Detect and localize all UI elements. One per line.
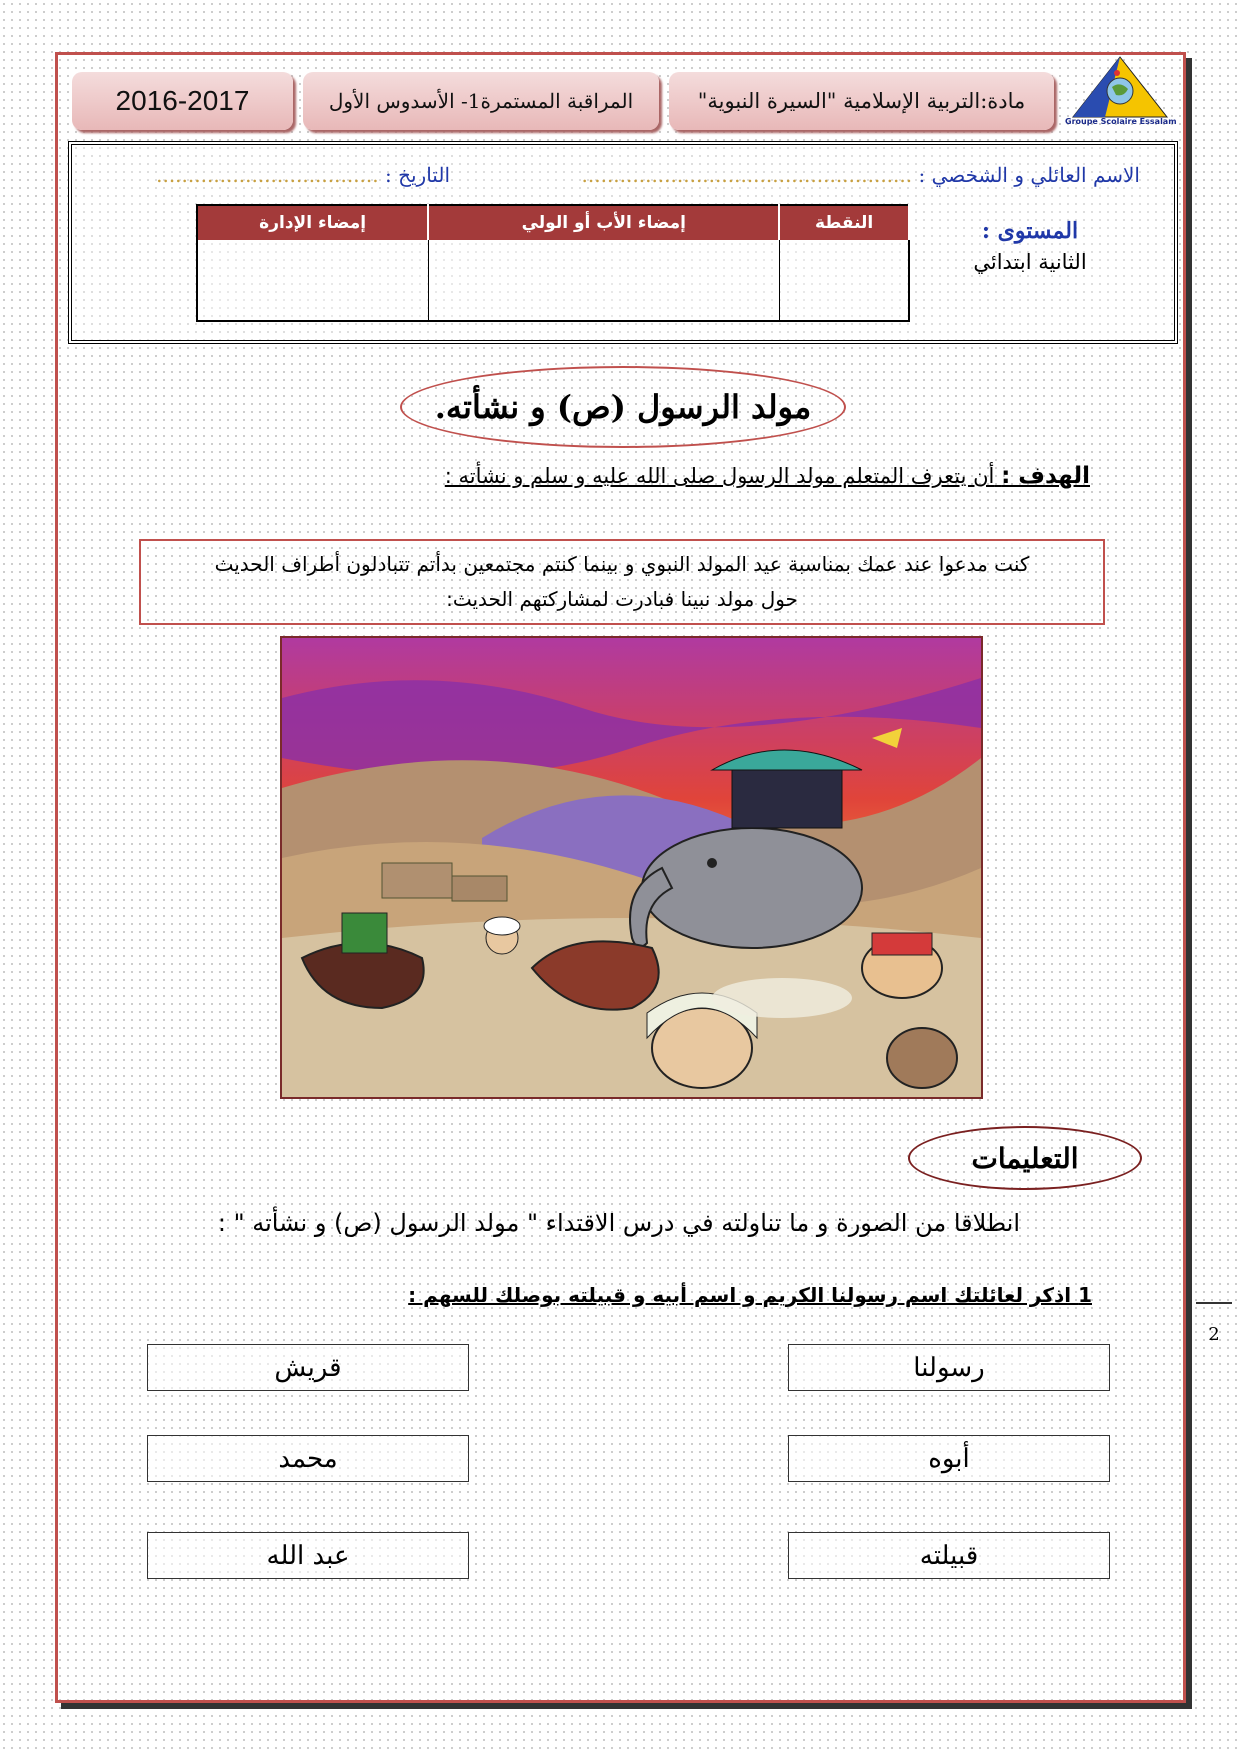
match-right-item[interactable]: محمد [147, 1435, 469, 1482]
page-number: 2 [1196, 1302, 1232, 1345]
exam-title: المراقبة المستمرة1- الأسدوس الأول [328, 89, 634, 113]
match-left-item[interactable]: قبيلته [788, 1532, 1110, 1579]
level-label: المستوى : [981, 218, 1079, 244]
match-right-item[interactable]: قريش [147, 1344, 469, 1391]
lesson-title [400, 366, 846, 448]
name-line [582, 163, 1140, 187]
level-block [945, 218, 1115, 274]
elephant-year-illustration [280, 636, 983, 1099]
exam-box [303, 72, 659, 130]
date-line [156, 163, 450, 187]
date-label: التاريخ : [384, 163, 450, 187]
signature-table [196, 204, 910, 322]
lesson-goal [445, 463, 1090, 489]
match-left-item[interactable]: أبوه [788, 1435, 1110, 1482]
grade-header: النقطة [779, 205, 909, 240]
admin-signature-cell[interactable] [197, 240, 428, 321]
match-right-item[interactable]: عبد الله [147, 1532, 469, 1579]
goal-text: أن يتعرف المتعلم مولد الرسول صلى الله عليه و سلم و نشأته : [444, 464, 995, 488]
grade-cell[interactable] [779, 240, 909, 321]
date-field[interactable]: ................................... [156, 163, 379, 187]
instructions-title-text: التعليمات [971, 1141, 1079, 1175]
school-year: 2016-2017 [115, 85, 250, 116]
situation-line-1: كنت مدعوا عند عمك بمناسبة عيد المولد النبوي و بينما كنتم مجتمعين بدأتم تتبادلون أطراف الحديث [214, 552, 1030, 576]
goal-label: الهدف : [1001, 463, 1090, 489]
year-box [72, 72, 293, 130]
parent-signature-cell[interactable] [428, 240, 779, 321]
name-label: الاسم العائلي و الشخصي : [918, 163, 1140, 187]
parent-signature-header: إمضاء الأب أو الولي [428, 205, 779, 240]
name-field[interactable]: .................................................... [581, 163, 913, 187]
subject-box [669, 72, 1054, 130]
lesson-title-text: مولد الرسول (ص) و نشأته. [434, 388, 812, 426]
match-left-item[interactable]: رسولنا [788, 1344, 1110, 1391]
level-value: الثانية ابتدائي [973, 250, 1087, 274]
subject-title: مادة:التربية الإسلامية "السيرة النبوية" [697, 89, 1026, 113]
situation-box [139, 539, 1105, 625]
school-logo [1065, 55, 1175, 130]
admin-signature-header: إمضاء الإدارة [197, 205, 428, 240]
question-1: 1 اذكر لعائلتك اسم رسولنا الكريم و اسم أبيه و قبيلته بوصلك للسهم : [408, 1283, 1092, 1307]
instructions-title [908, 1126, 1142, 1190]
situation-line-2: حول مولد نبينا فبادرت لمشاركتهم الحديث: [446, 587, 798, 611]
logo-caption: Groupe Scolaire Essalam [1065, 117, 1177, 126]
instructions-lead: انطلاقا من الصورة و ما تناولته في درس الاقتداء " مولد الرسول (ص) و نشأته " : [217, 1209, 1020, 1237]
